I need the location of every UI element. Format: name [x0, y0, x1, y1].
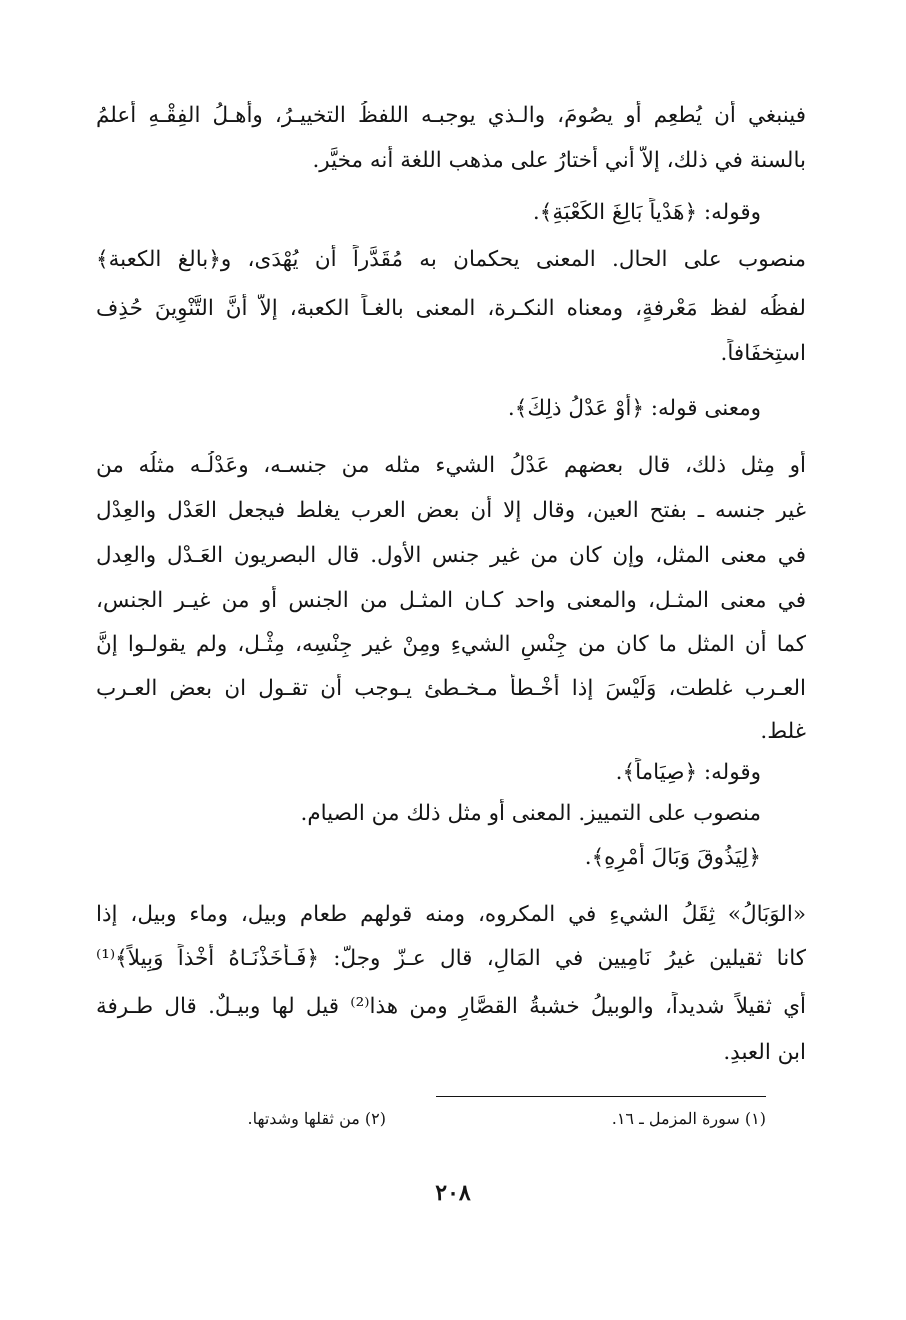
text-line: وقوله: ﴿هَدْياً بَالِغَ الكَعْبَةِ﴾.	[532, 200, 761, 225]
text-line: «الوَبَالُ» ثِقَلُ الشيءِ في المكروه، ومنه قولهم طعام وبيل، وماء وبيل، إذا	[96, 902, 806, 927]
text-line: في معنى المثل، وإن كان من غير جنس الأول. قال البصريون العَـدْل والعِدل	[96, 543, 806, 568]
text-line: ابن العبدِ.	[723, 1040, 806, 1065]
text-line: ﴿لِيَذُوقَ وَبَالَ أَمْرِهِ﴾.	[584, 845, 761, 870]
text-line: ومعنى قوله: ﴿أَوْ عَدْلُ ذلِكَ﴾.	[507, 396, 761, 421]
text-line: غلط.	[760, 719, 806, 744]
text-line: أي ثقيلاً شديداً، والوبيلُ خشبةُ القصَّارِ ومن هذا⁽²⁾ قيل لها وبيـلٌ. قال طـرفة	[96, 994, 806, 1019]
text-line: في معنى المثـل، والمعنى واحد كـان المثـل من الجنس أو من غيـر الجنس،	[96, 588, 806, 613]
footnote-separator	[436, 1096, 766, 1097]
text-line: غير جنسه ـ بفتح العين، وقال إلا أن بعض العرب يغلط فيجعل العَدْل والعِدْل	[96, 498, 806, 523]
text-line: كما أن المثل ما كان من جِنْسِ الشيءِ ومِنْ غير جِنْسِه، مِثْـل، ولم يقولـوا إنَّ	[96, 632, 806, 657]
text-line: أَو مِثل ذلك، قال بعضهم عَدْلُ الشيء مثله من جنسـه، وعَدْلُـه مثلُه من	[96, 453, 806, 478]
text-line: كانا ثقيلين غيرُ نَامِيين في المَالِ، قال عـزّ وجلّ: ﴿فَـأَخَذْنَـاهُ أَخْذاً وَبِيلاً﴾⁽¹⁾	[96, 946, 806, 971]
text-line: وقوله: ﴿صِيَاماً﴾.	[615, 760, 761, 785]
text-line: العـرب غلطت، وَلَيْسَ إذا أخْـطأ مـخـطئ يـوجب أن تقـول ان بعض العـرب	[96, 676, 806, 701]
text-line: استِخفَافاً.	[720, 341, 806, 366]
text-line: منصوب على التمييز. المعنى أو مثل ذلك من الصيام.	[300, 801, 761, 826]
footnote-2: (٢) من ثقلها وشدتها.	[247, 1109, 386, 1128]
text-line: فينبغي أن يُطعِم أو يصُومَ، والـذي يوجبـه اللفظُ التخييـرُ، وأهـلُ الفِقْـهِ أعلمُ	[96, 103, 806, 128]
text-line: منصوب على الحال. المعنى يحكمان به مُقَدَّراً أن يُهْدَى، و﴿بالغ الكعبة﴾	[96, 247, 806, 272]
footnote-1: (١) سورة المزمل ـ ١٦.	[611, 1109, 766, 1128]
page-number: ٢٠٨	[435, 1180, 471, 1206]
text-line: بالسنة في ذلك، إلاّ أني أختارُ على مذهب اللغة أنه مخيَّر.	[312, 148, 806, 173]
text-line: لفظُه لفظ مَعْرفةٍ، ومعناه النكـرة، المعنى بالغـاً الكعبة، إلاّ أنَّ التَّنْوِينَ حُذِف	[96, 296, 806, 321]
